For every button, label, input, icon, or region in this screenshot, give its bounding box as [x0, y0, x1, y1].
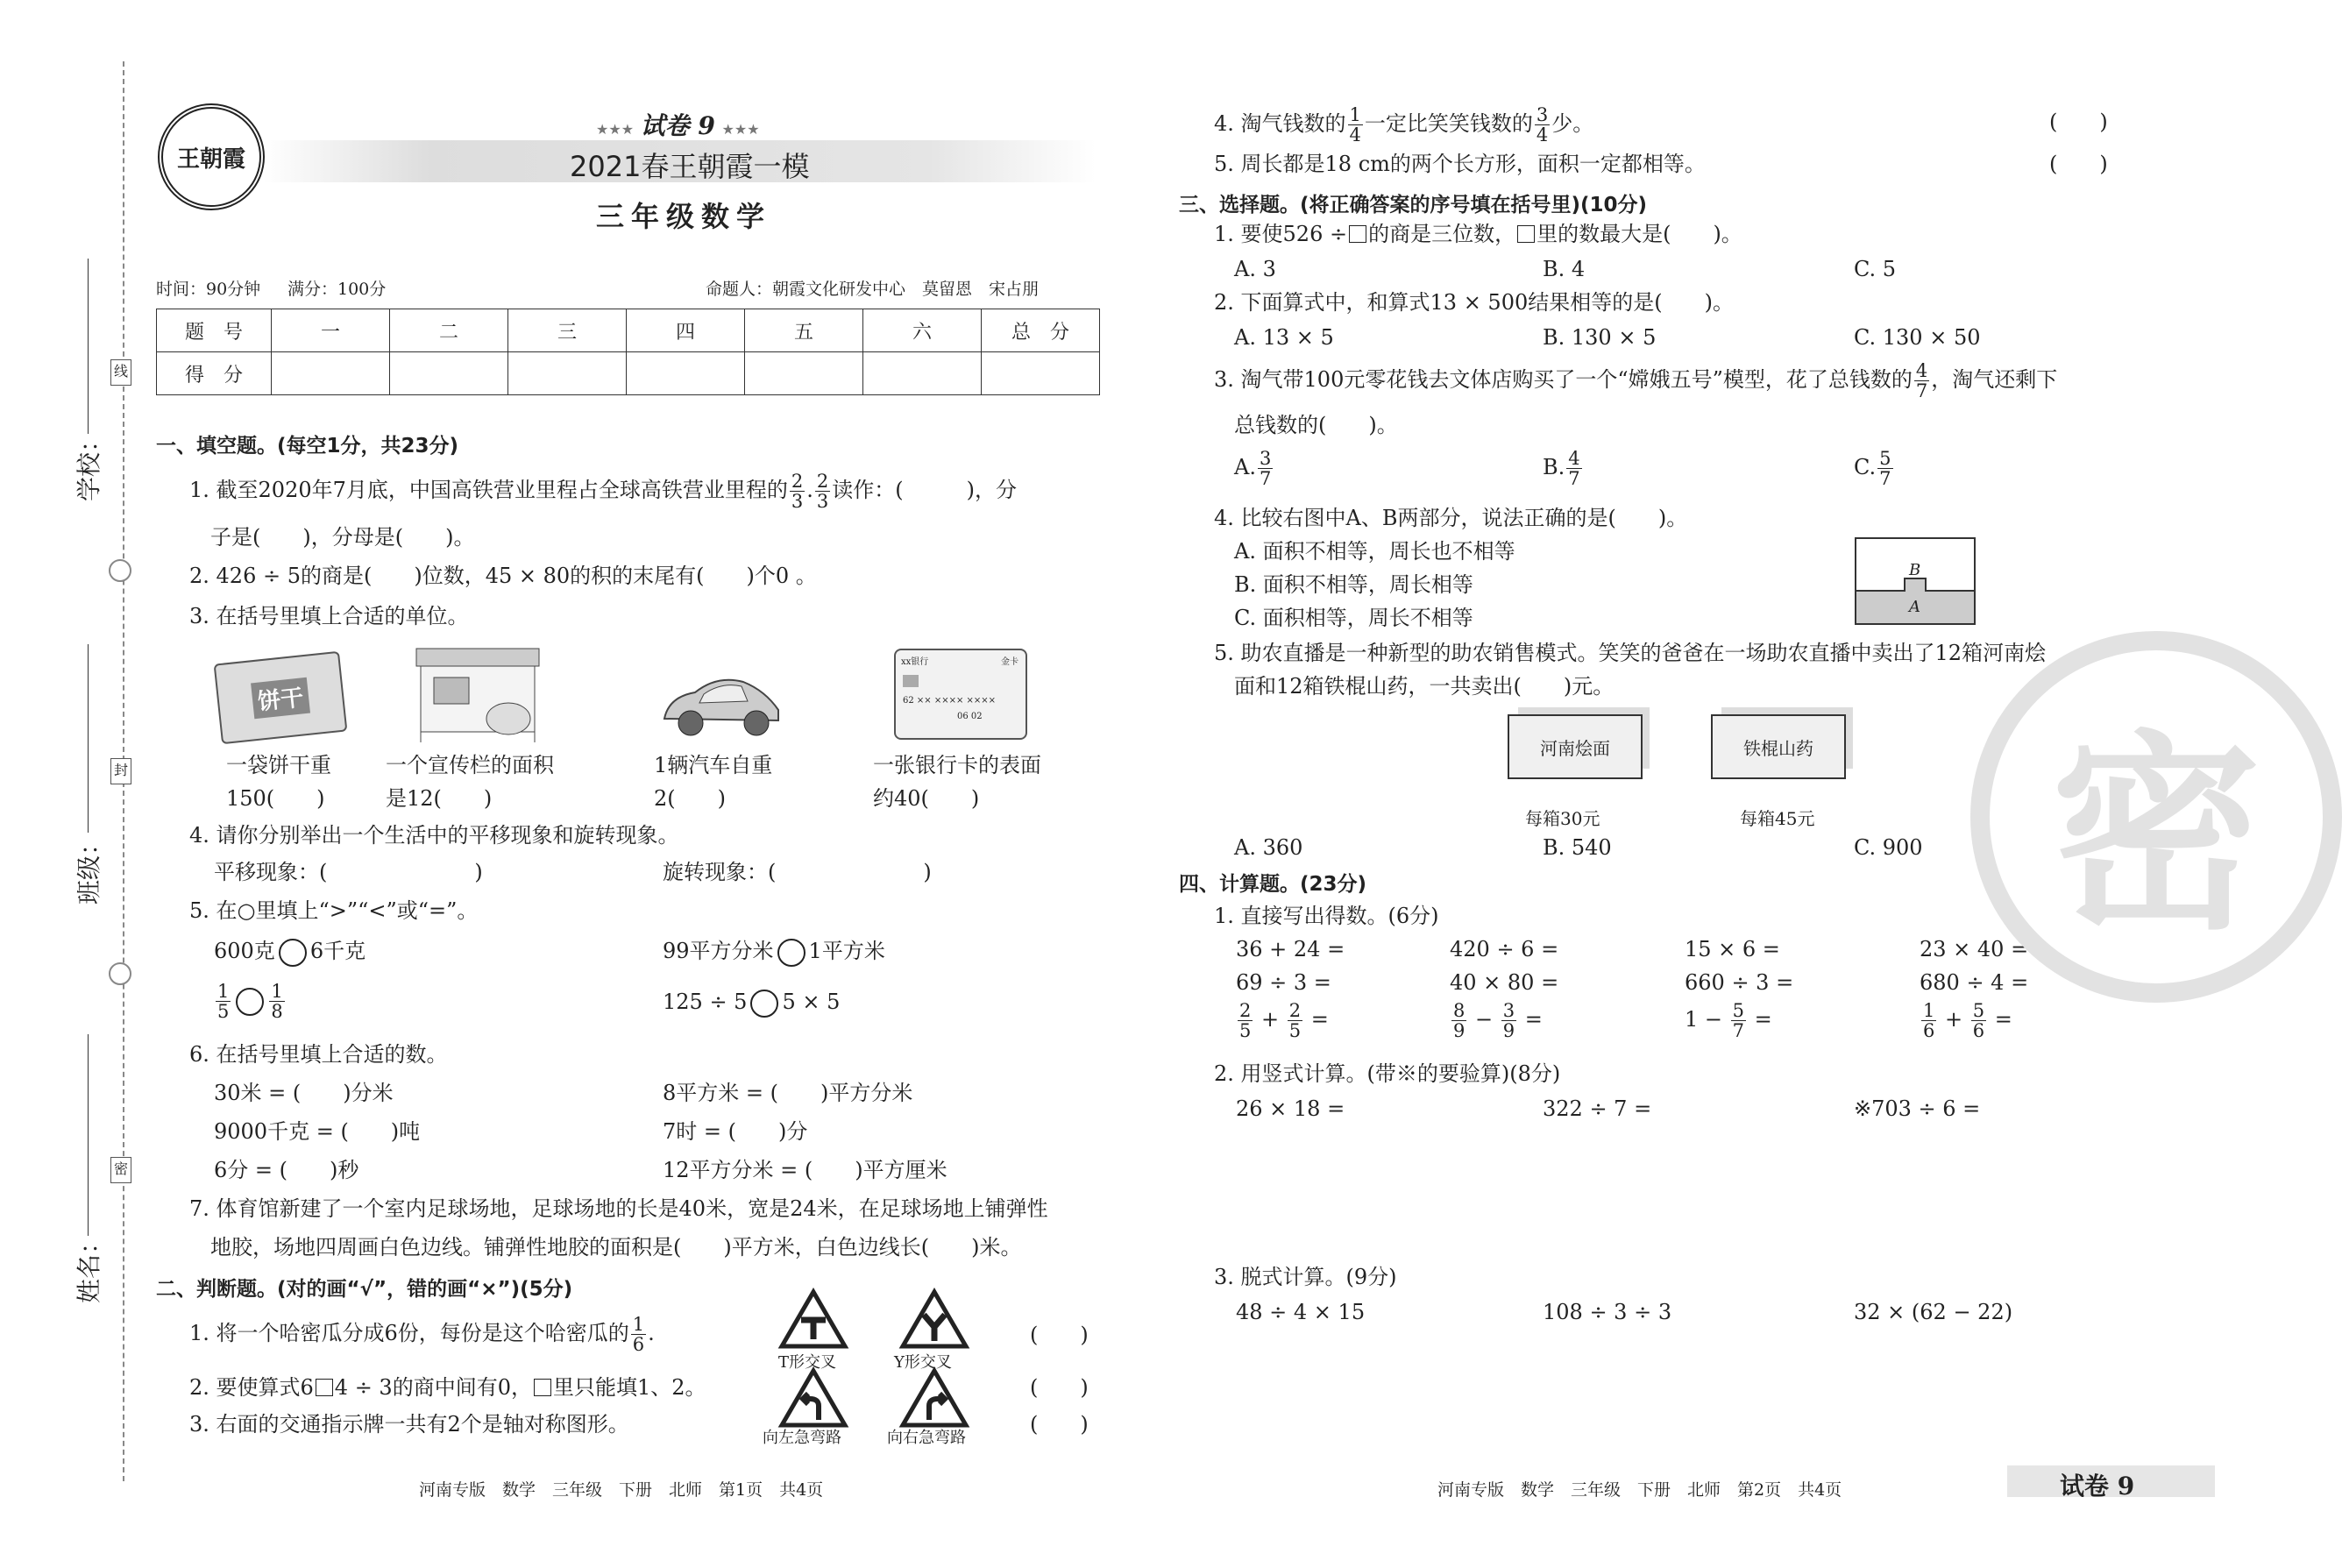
exam-authors: 命题人：朝霞文化研发中心 莫留恩 宋占朋 [706, 280, 1040, 299]
score-cell[interactable] [627, 352, 745, 395]
s1-q7-line2: 地胶，场地四周画白色边线。铺弹性地胶的面积是( )平方米，白色边线长( )米。 [210, 1235, 1022, 1259]
calc-item: 15 × 6 = [1685, 937, 1780, 961]
calc-item: 1 − $\frac{5}{7}$ = [1685, 1000, 1772, 1041]
left-curve-sign [778, 1367, 848, 1429]
label-b: B [1909, 561, 1921, 579]
score-cell[interactable] [272, 352, 390, 395]
section2-title: 二、判断题。(对的画“√”，错的画“×”)(5分) [156, 1278, 573, 1301]
s3-q4: 4. 比较右图中A、B两部分，说法正确的是( )。 [1214, 506, 1688, 530]
blank-box [534, 1379, 551, 1396]
s4-q3: 3. 脱式计算。(9分) [1214, 1265, 1397, 1289]
s2-q4: 4. 淘气钱数的 $\frac{1}{4}$ 一定比笑笑钱数的 $\frac{3}{4}$ 少。 [1214, 104, 1594, 145]
s2-q3: 3. 右面的交通指示牌一共有2个是轴对称图形。 [189, 1412, 629, 1437]
card-gold: 金卡 [1001, 657, 1018, 667]
calc-item: 69 ÷ 3 = [1236, 970, 1331, 995]
s2-q5: 5. 周长都是18 cm的两个长方形，面积一定都相等。 [1214, 152, 1706, 176]
noodle-box [1508, 714, 1643, 779]
exam-number: 试卷 9 [640, 111, 715, 140]
s1-q6a: 30米 = ( )分米 [214, 1081, 394, 1105]
logo-text: 王朝霞 [176, 145, 245, 173]
calc-item: $\frac{1}{6}$ + $\frac{5}{6}$ = [1923, 1000, 2012, 1041]
q3-caption: 一袋饼干重 150( ) [226, 753, 331, 811]
footer-right: 河南专版 数学 三年级 下册 北师 第2页 共4页 [1437, 1480, 1842, 1500]
s1-q2: 2. 426 ÷ 5的商是( )位数，45 × 80的积的末尾有( )个0 。 [189, 564, 817, 588]
s2-q2: 2. 要使算式6 4 ÷ 3的商中间有0， 里只能填1、2。 [189, 1375, 706, 1400]
s1-q5: 5. 在○里填上“>”“<”或“=”。 [189, 898, 479, 923]
option: C. 面积相等，周长不相等 [1234, 606, 1473, 630]
margin-name-line [88, 1034, 89, 1236]
calc-item: 40 × 80 = [1450, 970, 1559, 995]
margin-school-line [88, 259, 89, 434]
compare-circle[interactable] [777, 939, 806, 967]
card-chip [903, 675, 919, 687]
option: A. 13 × 5 [1234, 325, 1334, 350]
judge-paren[interactable]: ( ) [1030, 1323, 1089, 1347]
seal-mark-xian: 线 [110, 359, 131, 386]
score-header: 题 号 [157, 309, 272, 352]
q1-text: 1. 截至2020年7月底，中国高铁营业里程占全球高铁营业里程的 [189, 478, 788, 502]
s3-q1: 1. 要使526 ÷ 的商是三位数， 里的数最大是( )。 [1214, 222, 1742, 246]
score-cell[interactable] [982, 352, 1100, 395]
s3-q3: 3. 淘气带100元零花钱去文体店购买了一个“嫦娥五号”模型，花了总钱数的 $\frac{4}{7}$ ，淘气还剩下 [1214, 360, 2058, 401]
q3-caption: 一张银行卡的表面 约40( ) [873, 753, 1041, 811]
seal-mark-mi: 密 [110, 1157, 131, 1183]
fraction: $\frac{2}{3}$ [791, 471, 804, 512]
s1-q5a: 600克 6千克 [214, 938, 365, 967]
s1-q7: 7. 体育馆新建了一个室内足球场地，足球场地的长是40米，宽是24米，在足球场地上铺弹性 [189, 1196, 1048, 1221]
hole-icon [109, 559, 131, 582]
margin-school-label: 学校： [75, 427, 104, 502]
t-junction-sign [778, 1288, 848, 1350]
score-header: 一 [272, 309, 390, 352]
s1-q1-line2: 子是( )，分母是( )。 [210, 525, 475, 550]
score-table [156, 309, 1100, 395]
calc-item: 322 ÷ 7 = [1543, 1096, 1652, 1121]
option: B. 面积不相等，周长相等 [1234, 572, 1473, 597]
s1-q6c: 9000千克 = ( )吨 [214, 1119, 421, 1144]
exam-full-score: 满分：100分 [287, 280, 387, 299]
right-curve-sign [899, 1367, 969, 1429]
calc-item: 36 + 24 = [1236, 937, 1345, 961]
calc-item: 26 × 18 = [1236, 1096, 1345, 1121]
y-junction-sign [899, 1288, 969, 1350]
s3-q5: 5. 助农直播是一种新型的助农销售模式。笑笑的爸爸在一场助农直播中卖出了12箱河南烩 [1214, 641, 2047, 665]
logo-seal [158, 103, 265, 210]
box1-price: 每箱30元 [1525, 808, 1600, 829]
option: C. 130 × 50 [1854, 325, 1981, 350]
s1-q3: 3. 在括号里填上合适的单位。 [189, 604, 469, 628]
watermark-text: 密 [2050, 710, 2261, 958]
calc-item: 23 × 40 = [1920, 937, 2029, 961]
score-header: 四 [627, 309, 745, 352]
s1-q6f: 12平方分米 = ( )平方厘米 [663, 1158, 947, 1182]
calc-item: 108 ÷ 3 ÷ 3 [1543, 1300, 1672, 1324]
s1-q6d: 7时 = ( )分 [663, 1119, 808, 1144]
s1-q4-translation: 平移现象：( ) [214, 860, 483, 884]
blank-box [316, 1379, 333, 1396]
option: B. $\frac{4}{7}$ [1543, 448, 1580, 489]
car-image [656, 666, 787, 741]
option: A. 面积不相等，周长也不相等 [1234, 539, 1515, 564]
box2-price: 每箱45元 [1740, 808, 1815, 829]
calc-item: 48 ÷ 4 × 15 [1236, 1300, 1366, 1324]
hole-icon [109, 962, 131, 985]
s1-q5b: 99平方分米 1平方米 [663, 938, 885, 967]
calc-item: ※703 ÷ 6 = [1854, 1096, 1981, 1121]
score-row-label: 得 分 [157, 352, 272, 395]
section4-title: 四、计算题。(23分) [1179, 873, 1367, 896]
exam-time: 时间：90分钟 [156, 280, 261, 299]
option: B. 540 [1543, 835, 1612, 860]
s1-q1: 1. 截至2020年7月底，中国高铁营业里程占全球高铁营业里程的 $\frac{2}{3}$ . $\frac{2}{3}$ 读作：( )，分 [189, 471, 1017, 512]
q1-text-2: 读作：( )，分 [832, 478, 1017, 502]
s3-q5-line2: 面和12箱铁棍山药，一共卖出( )元。 [1234, 674, 1615, 699]
score-cell[interactable] [508, 352, 627, 395]
box1-label: 河南烩面 [1540, 737, 1610, 759]
score-cell[interactable] [863, 352, 982, 395]
margin-class-label: 班级： [75, 830, 104, 905]
sign-label: 向左急弯路 [763, 1429, 841, 1447]
calc-item: 420 ÷ 6 = [1450, 937, 1559, 961]
seal-mark-feng: 封 [110, 758, 131, 784]
exam-subject: 三年级数学 [596, 200, 772, 233]
score-cell[interactable] [390, 352, 508, 395]
section1-title: 一、填空题。(每空1分，共23分) [156, 435, 459, 458]
s1-q6e: 6分 = ( )秒 [214, 1158, 359, 1182]
margin-name-label: 姓名： [75, 1229, 104, 1304]
section3-title: 三、选择题。(将正确答案的序号填在括号里)(10分) [1179, 194, 1648, 216]
star-icon: ★★★ [596, 121, 635, 138]
s1-q6: 6. 在括号里填上合适的数。 [189, 1042, 448, 1067]
box2-label: 铁棍山药 [1743, 737, 1813, 759]
s1-q4-rotation: 旋转现象：( ) [663, 860, 932, 884]
card-bank: xx银行 [901, 657, 929, 667]
s3-q2: 2. 下面算式中，和算式13 × 500结果相等的是( )。 [1214, 290, 1734, 315]
card-date: 06 02 [957, 712, 983, 721]
compare-circle[interactable] [236, 988, 264, 1016]
option: B. 130 × 5 [1543, 325, 1657, 350]
judge-paren[interactable]: ( ) [1030, 1412, 1089, 1437]
exam-title: 2021春王朝霞一模 [570, 150, 810, 183]
score-header: 总 分 [982, 309, 1100, 352]
biscuit-label: 饼干 [251, 677, 310, 718]
compare-circle[interactable] [279, 939, 307, 967]
sign-label: 向右急弯路 [887, 1429, 966, 1447]
option: B. 4 [1543, 257, 1586, 281]
biscuit-image [214, 651, 348, 745]
score-header: 六 [863, 309, 982, 352]
yam-box [1711, 714, 1846, 779]
score-header: 五 [745, 309, 863, 352]
sign-label: Y形交叉 [894, 1353, 952, 1372]
footer-tag: 试卷 9 [2060, 1472, 2135, 1501]
s4-q2: 2. 用竖式计算。(带※的要验算)(8分) [1214, 1061, 1561, 1086]
s1-q5c: $\frac{1}{5}$ $\frac{1}{8}$ [217, 981, 283, 1022]
fraction: $\frac{2}{3}$ [816, 471, 829, 512]
s1-q5d: 125 ÷ 5 5 × 5 [663, 989, 840, 1018]
footer-left: 河南专版 数学 三年级 下册 北师 第1页 共4页 [419, 1480, 824, 1500]
label-a: A [1909, 598, 1920, 616]
s4-q1: 1. 直接写出得数。(6分) [1214, 904, 1439, 928]
bank-card-image [894, 649, 1027, 740]
s1-q6b: 8平方米 = ( )平方分米 [663, 1081, 913, 1105]
watermark-seal [1970, 631, 2342, 1003]
judge-paren[interactable]: ( ) [2049, 110, 2108, 134]
s2-q1: 1. 将一个哈密瓜分成6份，每份是这个哈密瓜的 $\frac{1}{6}$ . [189, 1314, 655, 1355]
option: A. 360 [1234, 835, 1303, 860]
score-header: 三 [508, 309, 627, 352]
judge-paren[interactable]: ( ) [1030, 1375, 1089, 1400]
calc-item: 660 ÷ 3 = [1685, 970, 1794, 995]
judge-paren[interactable]: ( ) [2049, 152, 2108, 176]
option: C. $\frac{5}{7}$ [1854, 448, 1891, 489]
card-number: 62 ×× ×××× ×××× [903, 696, 997, 706]
margin-class-line [88, 644, 89, 833]
s1-q4: 4. 请你分别举出一个生活中的平移现象和旋转现象。 [189, 823, 679, 848]
q3-caption: 一个宣传栏的面积 是12( ) [386, 753, 554, 811]
sign-label: T形交叉 [778, 1353, 837, 1372]
option: C. 900 [1854, 835, 1923, 860]
calc-item: $\frac{8}{9}$ − $\frac{3}{9}$ = [1453, 1000, 1543, 1041]
calc-item: 680 ÷ 4 = [1920, 970, 2029, 995]
s3-q3-line2: 总钱数的( )。 [1234, 413, 1398, 437]
option: A. $\frac{3}{7}$ [1234, 448, 1272, 489]
bulletin-board-image [412, 644, 543, 745]
option: A. 3 [1234, 257, 1276, 281]
score-cell[interactable] [745, 352, 863, 395]
q3-caption: 1辆汽车自重 2( ) [654, 753, 773, 811]
star-icon: ★★★ [721, 121, 760, 138]
score-header: 二 [390, 309, 508, 352]
calc-item: $\frac{2}{5}$ + $\frac{2}{5}$ = [1239, 1000, 1329, 1041]
calc-item: 32 × (62 − 22) [1854, 1300, 2013, 1324]
option: C. 5 [1854, 257, 1897, 281]
compare-circle[interactable] [750, 990, 778, 1018]
exam-number-row [596, 107, 760, 142]
